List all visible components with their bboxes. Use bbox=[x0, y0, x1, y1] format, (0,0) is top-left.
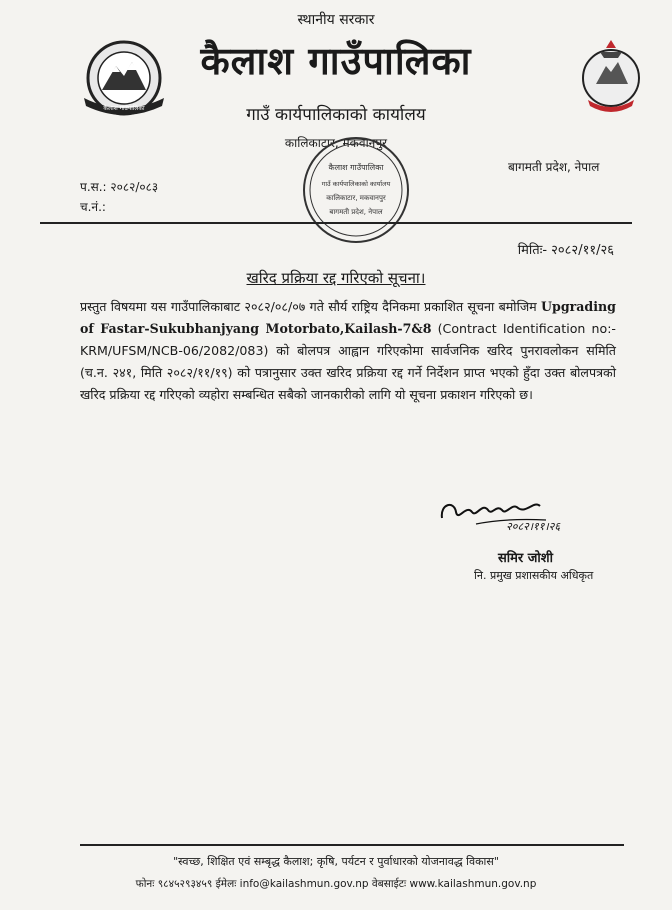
notice-heading: खरिद प्रक्रिया रद्द गरिएको सूचना। bbox=[246, 269, 426, 287]
local-government-label: स्थानीय सरकार bbox=[297, 12, 375, 28]
notice-date: मितिः- २०८२/११/२६ bbox=[517, 243, 614, 258]
office-address: कालिकाटार, मकवानपुर bbox=[284, 136, 388, 150]
notice-text-part1: प्रस्तुत विषयमा यस गाउँपालिकाबाट २०८२/०८/०७ गते सौर्य राष्ट्रिय दैनिकमा प्रकाशित सूचना बमोजिम bbox=[80, 299, 542, 314]
svg-text:२०८२।११।२६: २०८२।११।२६ bbox=[506, 520, 561, 533]
municipality-title: कैलाश गाउँपालिका bbox=[200, 39, 472, 83]
footer-motto: "स्वच्छ, शिक्षित एवं सम्बृद्ध कैलाश; कृषि, पर्यटन र पुर्वाधारको योजनावद्ध विकास" bbox=[173, 855, 499, 868]
svg-text:गाउँ कार्यपालिकाको कार्यालय: गाउँ कार्यपालिकाको कार्यालय bbox=[321, 180, 391, 188]
svg-text:बागमती प्रदेश, नेपाल: बागमती प्रदेश, नेपाल bbox=[329, 208, 383, 216]
reference-cn: च.नं.: bbox=[80, 200, 106, 214]
svg-text:कालिकाटार, मकवानपुर: कालिकाटार, मकवानपुर bbox=[326, 194, 386, 202]
footer-divider bbox=[80, 844, 624, 846]
header-divider bbox=[40, 222, 632, 224]
notice-body bbox=[80, 296, 616, 406]
reference-ps: प.स.: २०८२/०८३ bbox=[80, 180, 159, 194]
signatory-title: नि. प्रमुख प्रशासकीय अधिकृत bbox=[474, 569, 594, 582]
handwritten-signature bbox=[436, 490, 606, 534]
notice-project-name: Upgrading of Fastar-Sukubhanjyang Motorbato,Kailash-7&8 bbox=[80, 299, 616, 336]
svg-text:कैलाश गाउँपालिका: कैलाश गाउँपालिका bbox=[103, 105, 145, 112]
signatory-name: समिर जोशी bbox=[498, 551, 553, 566]
svg-text:कैलाश गाउँपालिका: कैलाश गाउँपालिका bbox=[328, 163, 384, 172]
official-stamp bbox=[300, 134, 412, 246]
province-label: बागमती प्रदेश, नेपाल bbox=[508, 160, 600, 174]
footer-contact: फोनः ९८४५२९३४५९ ईमेलः info@kailashmun.gov.np वेबसाईटः www.kailashmun.gov.np bbox=[135, 878, 537, 890]
notice-text-part2: (Contract Identification no:- KRM/UFSM/NCB-06/2082/083) को बोलपत्र आह्वान गरिएकोमा सार्वजनिक खरिद पुनरावलोकन समिति (च.न. २४१, मिति २०८२/११/१९) को पत्रानुसार उक्त खरिद प्रक्रिया रद्द गर्ने निर्देशन प्राप्त भएको हुँदा उक्त बोलपत्रको खरिद प्रक्रिया रद्द गरिएको व्यहोरा सम्बन्धित सबैको जानकारीको लागि यो सूचना प्रकाशन गरिएको छ। bbox=[80, 321, 616, 402]
office-name: गाउँ कार्यपालिकाको कार्यालय bbox=[246, 105, 426, 125]
